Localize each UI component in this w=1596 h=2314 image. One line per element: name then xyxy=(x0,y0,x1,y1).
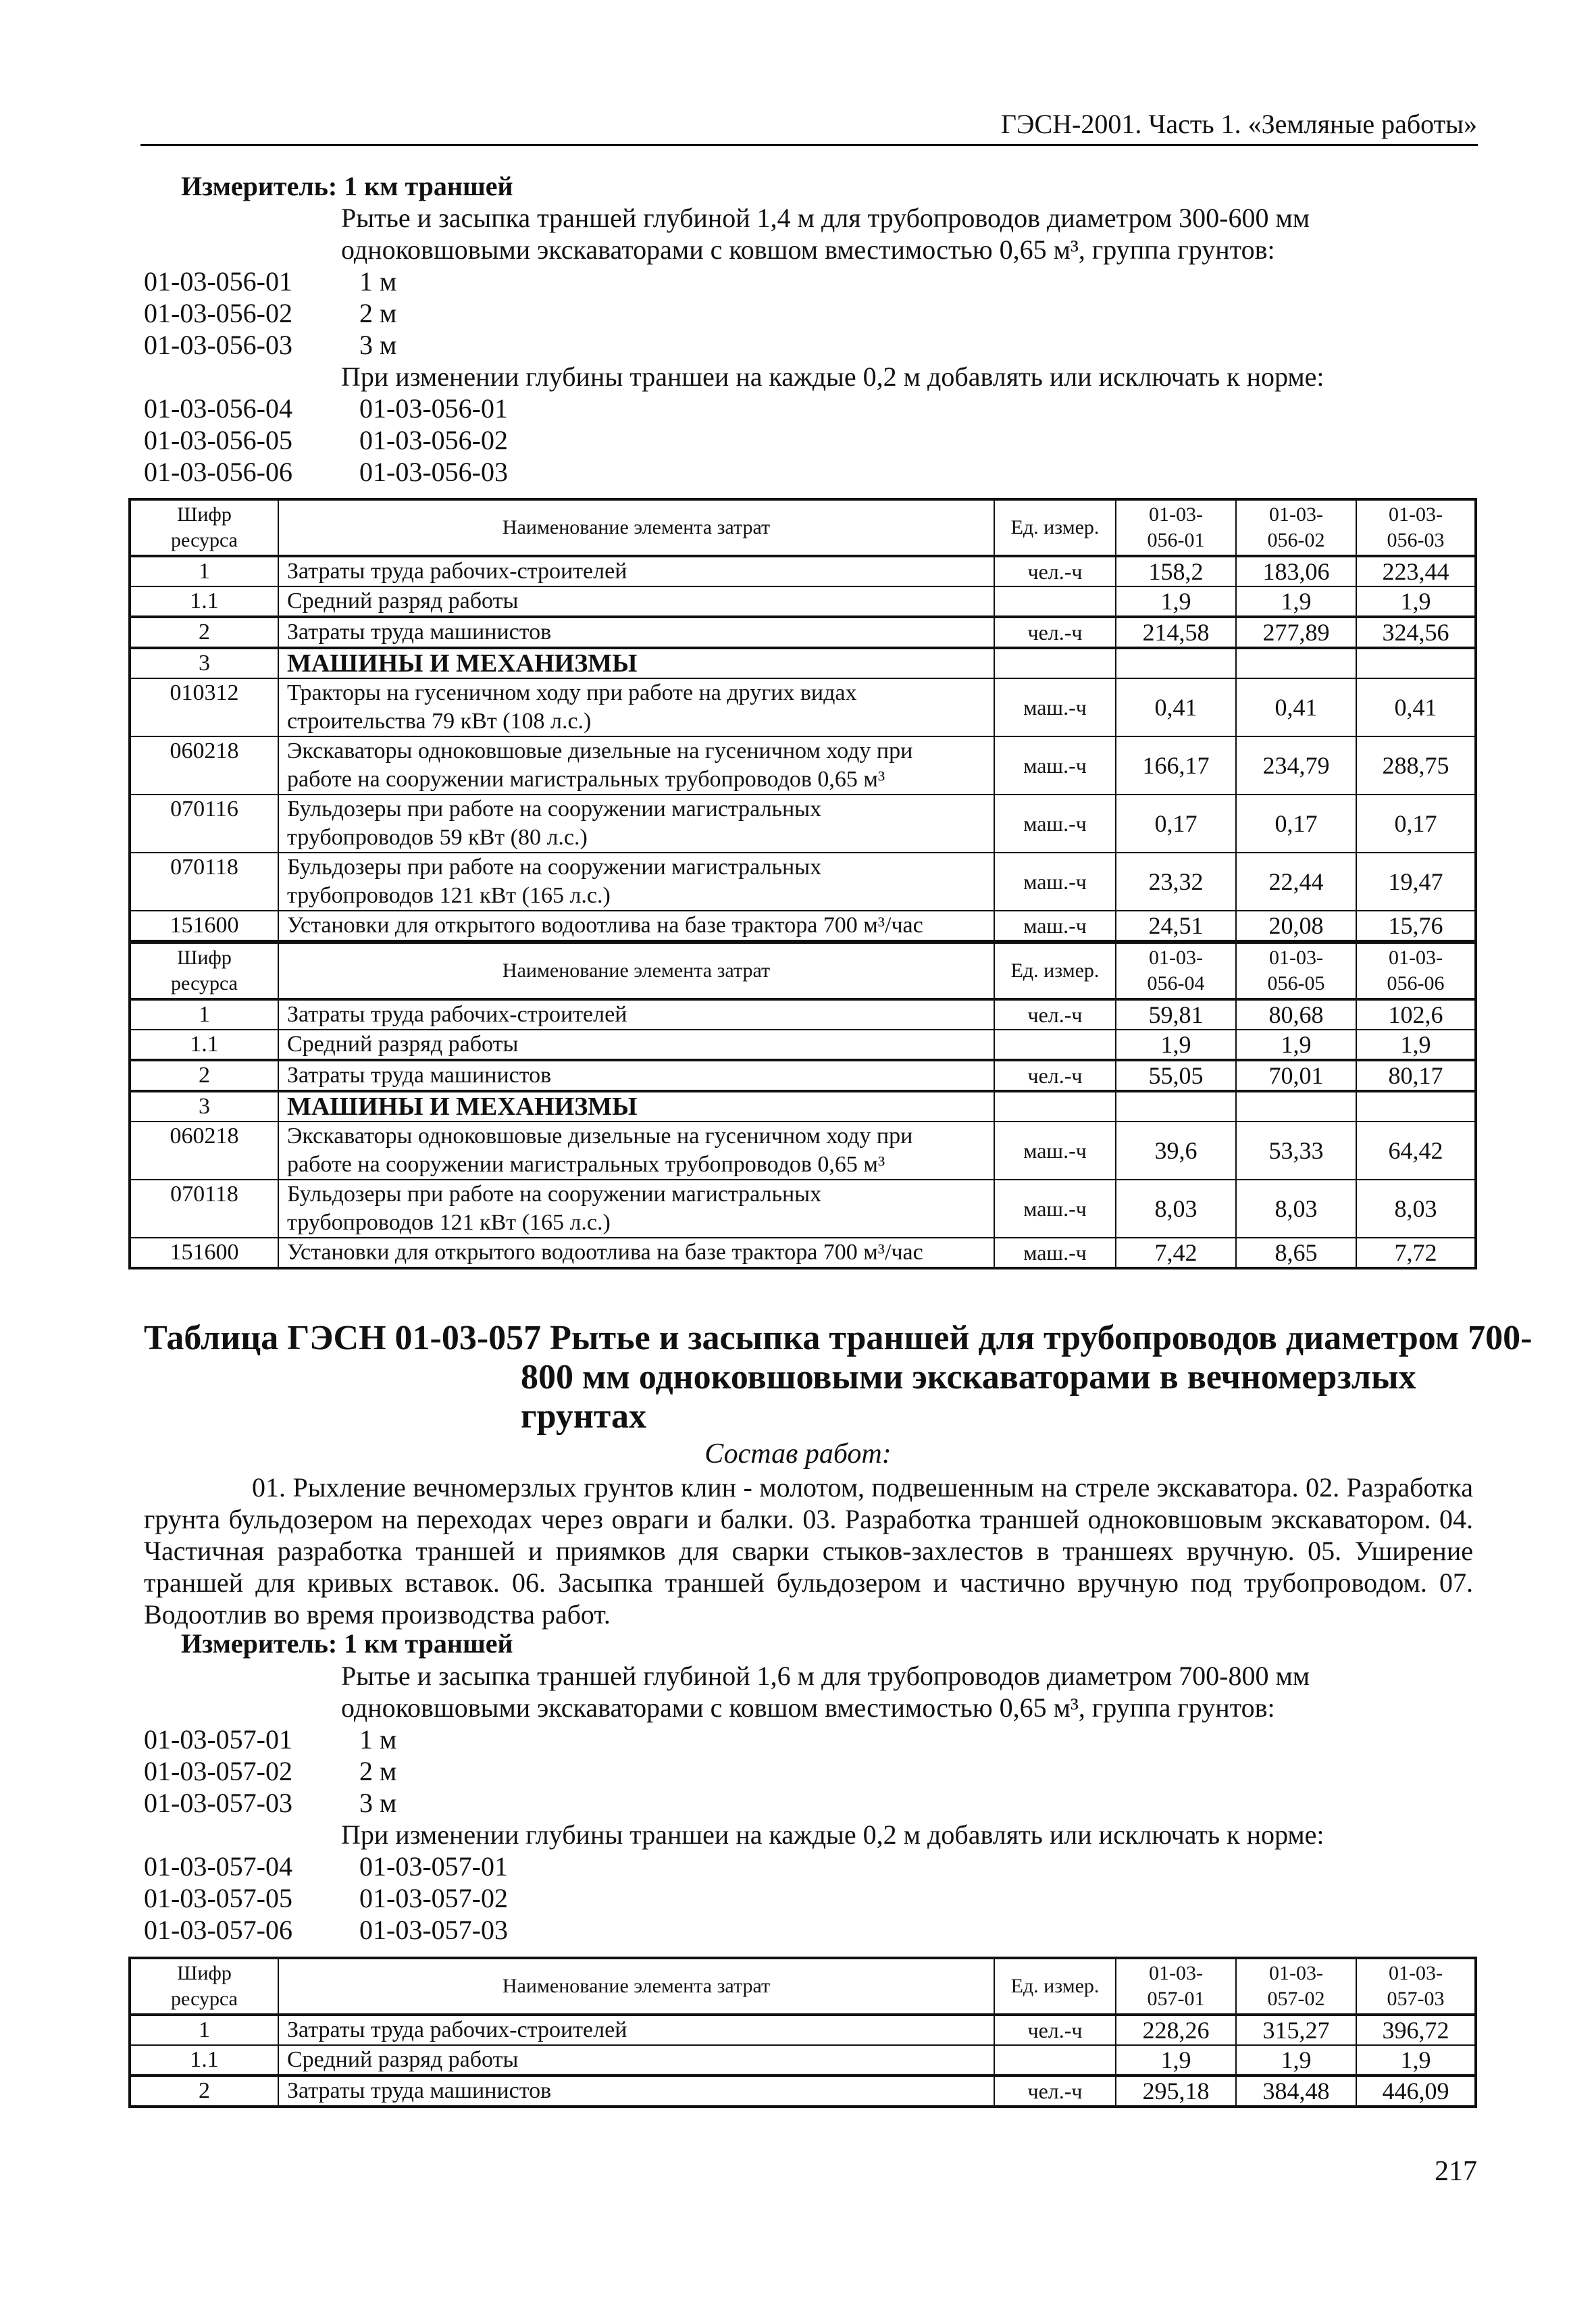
resource-unit: маш.-ч xyxy=(994,1122,1116,1180)
resource-name: Средний разряд работы xyxy=(278,1030,994,1060)
norm-value: 1,9 xyxy=(1116,2045,1236,2076)
norm-value: 166,17 xyxy=(1116,736,1236,795)
resource-code: 1 xyxy=(130,556,278,586)
norm-code: 01-03-056-06 xyxy=(144,457,292,487)
norm-value: 7,72 xyxy=(1356,1238,1476,1268)
header-name: Наименование элемента затрат xyxy=(278,1958,994,2015)
resource-unit: чел.-ч xyxy=(994,556,1116,586)
empty-cell xyxy=(994,648,1116,678)
norm-value: 228,26 xyxy=(1116,2015,1236,2045)
measure-label: Измеритель: 1 км траншей xyxy=(181,1628,513,1659)
resource-code: 060218 xyxy=(130,1122,278,1180)
norm-value: 20,08 xyxy=(1236,911,1356,941)
header-unit: Ед. измер. xyxy=(994,942,1116,999)
resource-unit: маш.-ч xyxy=(994,1180,1116,1238)
norm-value: 1 м xyxy=(359,1724,397,1755)
norm-value: 0,17 xyxy=(1116,795,1236,853)
resource-unit: чел.-ч xyxy=(994,999,1116,1030)
norm-value: 0,41 xyxy=(1116,678,1236,736)
header-norm-line: 01-03- xyxy=(1149,503,1203,526)
table-row xyxy=(130,1122,1476,1180)
empty-cell xyxy=(1236,648,1356,678)
norm-value: 1,9 xyxy=(1356,1030,1476,1060)
norm-code: 01-03-057-04 xyxy=(144,1851,292,1882)
header-rule xyxy=(140,144,1478,146)
header-norm-line: 01-03- xyxy=(1389,947,1443,969)
norm-code: 01-03-056-01 xyxy=(144,266,292,297)
header-norm-line: 057-03 xyxy=(1387,1988,1445,2010)
header-code-line: Шифр xyxy=(177,503,232,526)
norm-reference: 01-03-056-01 xyxy=(359,393,508,424)
work-description-line: Рытье и засыпка траншей глубиной 1,4 м для трубопроводов диаметром 300-600 мм xyxy=(341,203,1310,233)
header-code xyxy=(130,499,278,556)
resource-code: 070118 xyxy=(130,1180,278,1238)
resource-unit: маш.-ч xyxy=(994,853,1116,911)
header-unit: Ед. измер. xyxy=(994,499,1116,556)
header-norm-line: 01-03- xyxy=(1269,1962,1323,1984)
norm-value: 0,41 xyxy=(1236,678,1356,736)
norm-code: 01-03-057-05 xyxy=(144,1883,292,1913)
resource-name-line: работе на сооружении магистральных трубопроводов 0,65 м³ xyxy=(287,767,885,792)
norm-value: 277,89 xyxy=(1236,617,1356,648)
table-row xyxy=(130,586,1476,617)
resource-name xyxy=(278,678,994,736)
resource-unit: маш.-ч xyxy=(994,795,1116,853)
resource-name: Затраты труда рабочих-строителей xyxy=(278,556,994,586)
norm-value: 1,9 xyxy=(1236,2045,1356,2076)
depth-note: При изменении глубины траншеи на каждые 0,2 м добавлять или исключать к норме: xyxy=(341,1819,1324,1850)
norm-value: 1,9 xyxy=(1236,1030,1356,1060)
work-description-line: одноковшовыми экскаваторами с ковшом вместимостью 0,65 м³, группа грунтов: xyxy=(341,234,1275,265)
resource-unit: чел.-ч xyxy=(994,617,1116,648)
resource-name: Затраты труда машинистов xyxy=(278,1060,994,1091)
header-norm-line: 057-01 xyxy=(1147,1988,1205,2010)
header-norm xyxy=(1236,499,1356,556)
resource-code: 2 xyxy=(130,2076,278,2107)
norm-code: 01-03-056-03 xyxy=(144,330,292,360)
table-row xyxy=(130,2015,1476,2045)
resource-name: Установки для открытого водоотлива на базе трактора 700 м³/час xyxy=(278,911,994,941)
norm-value: 315,27 xyxy=(1236,2015,1356,2045)
norm-reference: 01-03-056-03 xyxy=(359,457,508,487)
resource-name xyxy=(278,1180,994,1238)
norm-value: 396,72 xyxy=(1356,2015,1476,2045)
resource-code: 070118 xyxy=(130,853,278,911)
table-row xyxy=(130,999,1476,1030)
norm-value: 24,51 xyxy=(1116,911,1236,941)
norm-value: 384,48 xyxy=(1236,2076,1356,2107)
norm-value: 1 м xyxy=(359,266,397,297)
header-code xyxy=(130,942,278,999)
resource-code: 1.1 xyxy=(130,2045,278,2076)
resource-name-line: Экскаваторы одноковшовые дизельные на гусеничном ходу при xyxy=(287,1124,913,1149)
resource-name-line: трубопроводов 59 кВт (80 л.с.) xyxy=(287,825,588,850)
resource-name-line: Бульдозеры при работе на сооружении магистральных xyxy=(287,1182,822,1207)
header-norm-line: 01-03- xyxy=(1149,947,1203,969)
resource-unit: чел.-ч xyxy=(994,1060,1116,1091)
header-norm-line: 01-03- xyxy=(1149,1962,1203,1984)
table-row xyxy=(130,617,1476,648)
norm-value: 22,44 xyxy=(1236,853,1356,911)
resource-code: 1 xyxy=(130,2015,278,2045)
header-norm xyxy=(1356,499,1476,556)
resource-unit: маш.-ч xyxy=(994,1238,1116,1268)
resource-name: Средний разряд работы xyxy=(278,586,994,617)
resource-name-line: работе на сооружении магистральных трубопроводов 0,65 м³ xyxy=(287,1152,885,1177)
norm-value: 55,05 xyxy=(1116,1060,1236,1091)
header-norm xyxy=(1116,942,1236,999)
norm-value: 1,9 xyxy=(1356,586,1476,617)
resource-name-line: трубопроводов 121 кВт (165 л.с.) xyxy=(287,1210,611,1235)
table-row xyxy=(130,736,1476,795)
resource-name: Затраты труда рабочих-строителей xyxy=(278,2015,994,2045)
resource-name-line: Тракторы на гусеничном ходу при работе на других видах xyxy=(287,680,857,705)
norm-value: 2 м xyxy=(359,298,397,328)
empty-cell xyxy=(994,1091,1116,1122)
norm-value: 0,17 xyxy=(1356,795,1476,853)
work-description-line: одноковшовыми экскаваторами с ковшом вместимостью 0,65 м³, группа грунтов: xyxy=(341,1692,1275,1723)
header-unit: Ед. измер. xyxy=(994,1958,1116,2015)
norm-value: 324,56 xyxy=(1356,617,1476,648)
header-norm-line: 056-01 xyxy=(1147,529,1205,551)
resource-unit: чел.-ч xyxy=(994,2076,1116,2107)
norm-value: 39,6 xyxy=(1116,1122,1236,1180)
resource-name: Затраты труда рабочих-строителей xyxy=(278,999,994,1030)
header-code-line: ресурса xyxy=(171,529,238,551)
section-row xyxy=(130,648,1476,678)
header-norm xyxy=(1356,1958,1476,2015)
header-name: Наименование элемента затрат xyxy=(278,499,994,556)
header-norm xyxy=(1116,499,1236,556)
norm-value: 234,79 xyxy=(1236,736,1356,795)
table-row xyxy=(130,556,1476,586)
resource-name-line: Экскаваторы одноковшовые дизельные на гусеничном ходу при xyxy=(287,738,913,763)
norm-value: 0,17 xyxy=(1236,795,1356,853)
header-norm-line: 01-03- xyxy=(1389,503,1443,526)
section-row xyxy=(130,1091,1476,1122)
resource-unit: маш.-ч xyxy=(994,736,1116,795)
header-code xyxy=(130,1958,278,2015)
header-code-line: ресурса xyxy=(171,1988,238,2010)
header-norm xyxy=(1356,942,1476,999)
norm-value: 7,42 xyxy=(1116,1238,1236,1268)
resource-code: 3 xyxy=(130,1091,278,1122)
norm-code: 01-03-057-02 xyxy=(144,1756,292,1786)
norm-value: 288,75 xyxy=(1356,736,1476,795)
empty-cell xyxy=(1116,648,1236,678)
norm-value: 70,01 xyxy=(1236,1060,1356,1091)
norm-code: 01-03-056-04 xyxy=(144,393,292,424)
resource-code: 060218 xyxy=(130,736,278,795)
norm-value: 0,41 xyxy=(1356,678,1476,736)
table-title-line: Таблица ГЭСН 01-03-057 Рытье и засыпка траншей для трубопроводов диаметром 700- xyxy=(144,1319,1533,1357)
norm-value: 183,06 xyxy=(1236,556,1356,586)
norm-value: 3 м xyxy=(359,1788,397,1818)
resource-unit xyxy=(994,1030,1116,1060)
header-name: Наименование элемента затрат xyxy=(278,942,994,999)
header-norm-line: 01-03- xyxy=(1389,1962,1443,1984)
resource-unit: маш.-ч xyxy=(994,911,1116,941)
resource-code: 2 xyxy=(130,1060,278,1091)
resource-table xyxy=(128,1957,1477,2108)
empty-cell xyxy=(1116,1091,1236,1122)
norm-value: 53,33 xyxy=(1236,1122,1356,1180)
section-title: МАШИНЫ И МЕХАНИЗМЫ xyxy=(278,648,994,678)
resource-code: 1.1 xyxy=(130,1030,278,1060)
resource-name-line: Бульдозеры при работе на сооружении магистральных xyxy=(287,797,822,822)
norm-reference: 01-03-057-03 xyxy=(359,1915,508,1945)
norm-value: 3 м xyxy=(359,330,397,360)
header-norm-line: 056-03 xyxy=(1387,529,1445,551)
resource-name xyxy=(278,1122,994,1180)
header-code-line: ресурса xyxy=(171,972,238,995)
header-norm xyxy=(1236,1958,1356,2015)
resource-code: 1.1 xyxy=(130,586,278,617)
resource-code: 3 xyxy=(130,648,278,678)
norm-value: 80,68 xyxy=(1236,999,1356,1030)
resource-code: 2 xyxy=(130,617,278,648)
work-description-line: Рытье и засыпка траншей глубиной 1,6 м для трубопроводов диаметром 700-800 мм xyxy=(341,1661,1310,1691)
norm-code: 01-03-056-02 xyxy=(144,298,292,328)
resource-name xyxy=(278,853,994,911)
page-number: 217 xyxy=(1435,2156,1477,2187)
table-title-line: 800 мм одноковшовыми экскаваторами в вечномерзлых xyxy=(521,1358,1416,1397)
table-header-row xyxy=(130,942,1476,999)
table-row xyxy=(130,1030,1476,1060)
resource-name xyxy=(278,795,994,853)
resource-unit: маш.-ч xyxy=(994,678,1116,736)
resource-code: 151600 xyxy=(130,911,278,941)
header-code-line: Шифр xyxy=(177,947,232,969)
norm-reference: 01-03-057-02 xyxy=(359,1883,508,1913)
norm-value: 8,03 xyxy=(1116,1180,1236,1238)
running-header: ГЭСН-2001. Часть 1. «Земляные работы» xyxy=(1000,109,1477,139)
empty-cell xyxy=(1356,1091,1476,1122)
header-norm-line: 056-02 xyxy=(1267,529,1325,551)
header-norm-line: 056-05 xyxy=(1267,972,1325,995)
resource-table xyxy=(128,498,1477,942)
norm-value: 80,17 xyxy=(1356,1060,1476,1091)
section-title: МАШИНЫ И МЕХАНИЗМЫ xyxy=(278,1091,994,1122)
resource-name: Средний разряд работы xyxy=(278,2045,994,2076)
header-norm-line: 01-03- xyxy=(1269,947,1323,969)
resource-name-line: Бульдозеры при работе на сооружении магистральных xyxy=(287,855,822,880)
norm-value: 446,09 xyxy=(1356,2076,1476,2107)
table-header-row xyxy=(130,1958,1476,2015)
norm-code: 01-03-057-06 xyxy=(144,1915,292,1945)
table-row xyxy=(130,1238,1476,1268)
resource-name: Установки для открытого водоотлива на базе трактора 700 м³/час xyxy=(278,1238,994,1268)
table-row xyxy=(130,795,1476,853)
resource-code: 1 xyxy=(130,999,278,1030)
table-row xyxy=(130,678,1476,736)
header-norm-line: 057-02 xyxy=(1267,1988,1325,2010)
norm-value: 1,9 xyxy=(1116,586,1236,617)
norm-code: 01-03-057-03 xyxy=(144,1788,292,1818)
norm-code: 01-03-057-01 xyxy=(144,1724,292,1755)
header-norm xyxy=(1116,1958,1236,2015)
measure-label: Измеритель: 1 км траншей xyxy=(181,171,513,201)
norm-value: 223,44 xyxy=(1356,556,1476,586)
norm-code: 01-03-056-05 xyxy=(144,425,292,455)
resource-unit xyxy=(994,2045,1116,2076)
empty-cell xyxy=(1236,1091,1356,1122)
norm-value: 64,42 xyxy=(1356,1122,1476,1180)
norm-value: 158,2 xyxy=(1116,556,1236,586)
norm-value: 8,03 xyxy=(1356,1180,1476,1238)
norm-value: 23,32 xyxy=(1116,853,1236,911)
table-row xyxy=(130,911,1476,941)
norm-value: 59,81 xyxy=(1116,999,1236,1030)
norm-reference: 01-03-056-02 xyxy=(359,425,508,455)
resource-unit: чел.-ч xyxy=(994,2015,1116,2045)
header-norm-line: 01-03- xyxy=(1269,503,1323,526)
norm-value: 102,6 xyxy=(1356,999,1476,1030)
header-code-line: Шифр xyxy=(177,1962,232,1984)
norm-value: 2 м xyxy=(359,1756,397,1786)
table-header-row xyxy=(130,499,1476,556)
resource-name-line: строительства 79 кВт (108 л.с.) xyxy=(287,709,592,734)
resource-name-line: трубопроводов 121 кВт (165 л.с.) xyxy=(287,883,611,908)
header-norm-line: 056-06 xyxy=(1387,972,1445,995)
empty-cell xyxy=(1356,648,1476,678)
norm-reference: 01-03-057-01 xyxy=(359,1851,508,1882)
depth-note: При изменении глубины траншеи на каждые 0,2 м добавлять или исключать к норме: xyxy=(341,361,1324,392)
norm-value: 8,65 xyxy=(1236,1238,1356,1268)
resource-name: Затраты труда машинистов xyxy=(278,2076,994,2107)
norm-value: 19,47 xyxy=(1356,853,1476,911)
norm-value: 1,9 xyxy=(1116,1030,1236,1060)
norm-value: 8,03 xyxy=(1236,1180,1356,1238)
norm-value: 1,9 xyxy=(1236,586,1356,617)
table-title-line: грунтах xyxy=(521,1397,646,1436)
table-row xyxy=(130,2045,1476,2076)
norm-value: 15,76 xyxy=(1356,911,1476,941)
header-norm-line: 056-04 xyxy=(1147,972,1205,995)
composition-text: 01. Рыхление вечномерзлых грунтов клин - молотом, подвешенным на стреле экскаватора. 02. Разработка грунта бульдозером на переходах через овраги и балки. 03. Разработка траншей одноковшовым экскаватором. 04. Частичная разработка траншей и приямков для сварки стыков-захлестов в траншеях вручную. 05. Уширение траншей для кривых вставок. 06. Засыпка траншей бульдозером и частично вручную под трубопроводом. 07. Водоотлив во время производства работ. xyxy=(144,1472,1473,1630)
table-row xyxy=(130,1060,1476,1091)
table-row xyxy=(130,853,1476,911)
norm-value: 295,18 xyxy=(1116,2076,1236,2107)
resource-name: Затраты труда машинистов xyxy=(278,617,994,648)
table-row xyxy=(130,2076,1476,2107)
header-norm xyxy=(1236,942,1356,999)
resource-unit xyxy=(994,586,1116,617)
resource-code: 070116 xyxy=(130,795,278,853)
resource-code: 151600 xyxy=(130,1238,278,1268)
resource-name xyxy=(278,736,994,795)
composition-heading: Состав работ: xyxy=(704,1438,892,1469)
resource-table xyxy=(128,941,1477,1269)
norm-value: 1,9 xyxy=(1356,2045,1476,2076)
table-title xyxy=(144,1319,1533,1436)
resource-code: 010312 xyxy=(130,678,278,736)
norm-value: 214,58 xyxy=(1116,617,1236,648)
table-row xyxy=(130,1180,1476,1238)
